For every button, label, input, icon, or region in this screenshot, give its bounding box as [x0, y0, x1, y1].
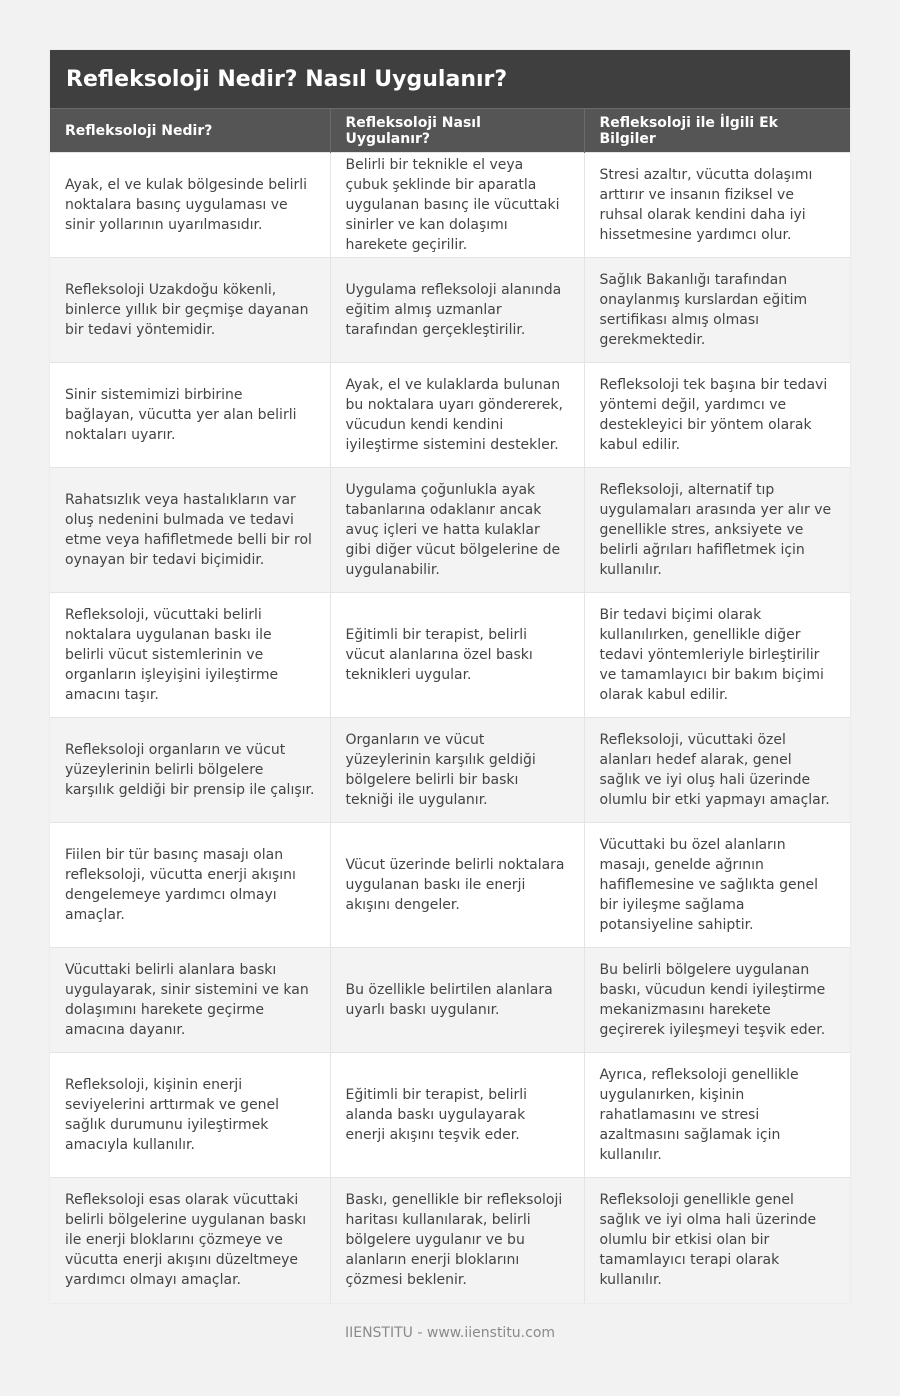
table-cell: Bir tedavi biçimi olarak kullanılırken, genellikle diğer tedavi yöntemleriyle birleştirilir ve tamamlayıcı bir bakım biçimi olarak kabul edilir. — [584, 593, 850, 718]
table-row — [50, 718, 850, 823]
table-cell: Refleksoloji, alternatif tıp uygulamaları arasında yer alır ve genellikle stres, anksiyete ve belirli ağrıları hafifletmek için kullanılır. — [584, 468, 850, 593]
table-header-row — [50, 109, 850, 153]
table-cell: Ayak, el ve kulaklarda bulunan bu noktalara uyarı göndererek, vücudun kendi kendini iyileştirme sistemini destekler. — [330, 363, 584, 468]
table-cell: Vücuttaki belirli alanlara baskı uygulayarak, sinir sistemini ve kan dolaşımını harekete geçirme amacına dayanır. — [50, 948, 330, 1053]
column-header: Refleksoloji ile İlgili Ek Bilgiler — [584, 109, 850, 153]
table-cell: Eğitimli bir terapist, belirli alanda baskı uygulayarak enerji akışını teşvik eder. — [330, 1053, 584, 1178]
table-cell: Refleksoloji, vücuttaki özel alanları hedef alarak, genel sağlık ve iyi oluş hali üzerinde olumlu bir etki yapmayı amaçlar. — [584, 718, 850, 823]
table-cell: Uygulama refleksoloji alanında eğitim almış uzmanlar tarafından gerçekleştirilir. — [330, 258, 584, 363]
table-cell: Refleksoloji esas olarak vücuttaki belirli bölgelerine uygulanan baskı ile enerji bloklarını çözmeye ve vücutta enerji akışını düzeltmeye yardımcı olmayı amaçlar. — [50, 1178, 330, 1303]
table-cell: Sağlık Bakanlığı tarafından onaylanmış kurslardan eğitim sertifikası almış olması gerekmektedir. — [584, 258, 850, 363]
table-row — [50, 468, 850, 593]
info-table — [50, 108, 850, 1303]
table-cell: Refleksoloji tek başına bir tedavi yöntemi değil, yardımcı ve destekleyici bir yöntem olarak kabul edilir. — [584, 363, 850, 468]
table-cell: Rahatsızlık veya hastalıkların var oluş nedenini bulmada ve tedavi etme veya hafifletmede belli bir rol oynayan bir tedavi biçimidir. — [50, 468, 330, 593]
table-cell: Vücut üzerinde belirli noktalara uygulanan baskı ile enerji akışını dengeler. — [330, 823, 584, 948]
table-cell: Stresi azaltır, vücutta dolaşımı arttırır ve insanın fiziksel ve ruhsal olarak kendini daha iyi hissetmesine yardımcı olur. — [584, 153, 850, 258]
table-row — [50, 823, 850, 948]
column-header: Refleksoloji Nedir? — [50, 109, 330, 153]
table-row — [50, 1053, 850, 1178]
table-cell: Uygulama çoğunlukla ayak tabanlarına odaklanır ancak avuç içleri ve hatta kulaklar gibi diğer vücut bölgelerine de uygulanabilir. — [330, 468, 584, 593]
footer-credit: IIENSTITU - www.iienstitu.com — [344, 1325, 556, 1341]
table-row — [50, 363, 850, 468]
table-cell: Refleksoloji, vücuttaki belirli noktalara uygulanan baskı ile belirli vücut sistemlerinin ve organların işleyişini iyileştirme amacını taşır. — [50, 593, 330, 718]
table-cell: Ayrıca, refleksoloji genellikle uygulanırken, kişinin rahatlamasını ve stresi azaltmasını sağlamak için kullanılır. — [584, 1053, 850, 1178]
table-cell: Bu özellikle belirtilen alanlara uyarlı baskı uygulanır. — [330, 948, 584, 1053]
table-cell: Belirli bir teknikle el veya çubuk şeklinde bir aparatla uygulanan basınç ile vücuttaki sinirler ve kan dolaşımı harekete geçirilir. — [330, 153, 584, 258]
table-cell: Refleksoloji organların ve vücut yüzeylerinin belirli bölgelere karşılık geldiği bir prensip ile çalışır. — [50, 718, 330, 823]
column-header: Refleksoloji Nasıl Uygulanır? — [330, 109, 584, 153]
page-title: Refleksoloji Nedir? Nasıl Uygulanır? — [66, 66, 508, 92]
table-cell: Bu belirli bölgelere uygulanan baskı, vücudun kendi iyileştirme mekanizmasını harekete geçirerek iyileşmeyi teşvik eder. — [584, 948, 850, 1053]
table-row — [50, 258, 850, 363]
table-row — [50, 948, 850, 1053]
table-cell: Refleksoloji genellikle genel sağlık ve iyi olma hali üzerinde olumlu bir etkisi olan bir tamamlayıcı terapi olarak kullanılır. — [584, 1178, 850, 1303]
table-cell: Refleksoloji, kişinin enerji seviyelerini arttırmak ve genel sağlık durumunu iyileştirmek amacıyla kullanılır. — [50, 1053, 330, 1178]
table-row — [50, 593, 850, 718]
content-card — [50, 50, 850, 1303]
title-bar — [50, 50, 850, 108]
table-cell: Eğitimli bir terapist, belirli vücut alanlarına özel baskı teknikleri uygular. — [330, 593, 584, 718]
table-cell: Baskı, genellikle bir refleksoloji haritası kullanılarak, belirli bölgelere uygulanır ve bu alanların enerji bloklarını çözmesi beklenir. — [330, 1178, 584, 1303]
table-cell: Refleksoloji Uzakdoğu kökenli, binlerce yıllık bir geçmişe dayanan bir tedavi yöntemidir. — [50, 258, 330, 363]
table-cell: Fiilen bir tür basınç masajı olan refleksoloji, vücutta enerji akışını dengelemeye yardımcı olmayı amaçlar. — [50, 823, 330, 948]
table-cell: Vücuttaki bu özel alanların masajı, genelde ağrının hafiflemesine ve sağlıkta genel bir iyileşme sağlama potansiyeline sahiptir. — [584, 823, 850, 948]
table-row — [50, 1178, 850, 1303]
table-cell: Organların ve vücut yüzeylerinin karşılık geldiği bölgelere belirli bir baskı tekniği ile uygulanır. — [330, 718, 584, 823]
table-row — [50, 153, 850, 258]
table-cell: Ayak, el ve kulak bölgesinde belirli noktalara basınç uygulaması ve sinir yollarının uyarılmasıdır. — [50, 153, 330, 258]
table-cell: Sinir sistemimizi birbirine bağlayan, vücutta yer alan belirli noktaları uyarır. — [50, 363, 330, 468]
